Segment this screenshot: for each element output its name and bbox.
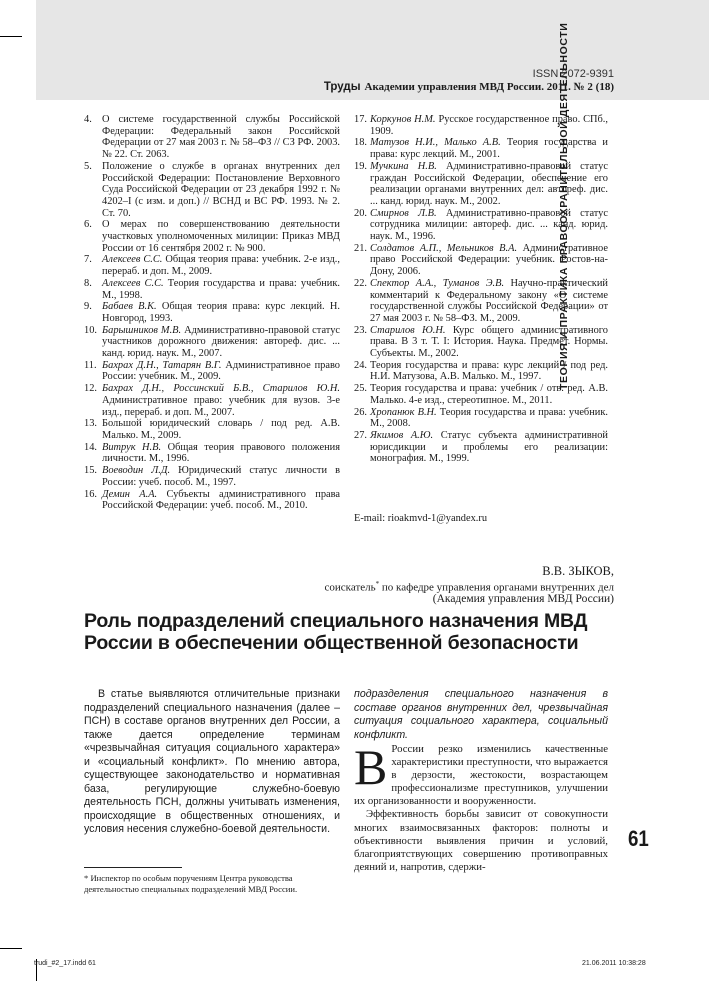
page-number: 61 [628, 826, 649, 851]
reference-text [102, 418, 340, 441]
reference-body: Теория государства и права: учебник. М., 1998. [102, 277, 340, 301]
reference-text [370, 278, 608, 325]
reference-author: Коркунов Н.М. [370, 114, 436, 125]
body-paragraph [354, 739, 608, 808]
reference-item [354, 430, 608, 465]
reference-item [84, 360, 340, 383]
reference-body: Теория государства и права: учебник / отв. ред. А.В. Малько. 4-е изд., стереотипное. М., 2011. [370, 383, 608, 406]
reference-number: 22. [354, 277, 367, 289]
reference-item [84, 278, 340, 301]
reference-author: Алексеев С.С. [102, 254, 163, 266]
references-right-column [354, 114, 608, 465]
reference-body: О системе государственной службы Российской Федерации: Федеральный закон Российской Федерации от 27 мая 2003 г. № 58–ФЗ // СЗ РФ. 2003. № 22. Ст. 2063. [102, 114, 340, 161]
reference-body: Теория государства и права: учебник. М., 2008. [370, 406, 608, 430]
reference-item [354, 208, 608, 243]
references-left-column [84, 114, 340, 512]
author-institution: (Академия управления МВД России) [432, 593, 614, 605]
reference-item [84, 442, 340, 465]
reference-number: 17. [354, 114, 367, 125]
reference-author: Матузов Н.И., Малько А.В. [370, 137, 501, 149]
reference-number: 24. [354, 359, 367, 371]
reference-item [84, 114, 340, 161]
journal-name-bold: Труды [323, 81, 361, 93]
reference-text [102, 161, 340, 220]
author-name: В.В. ЗЫКОВ, [542, 564, 614, 578]
reference-number: 11. [84, 359, 97, 371]
reference-text [102, 383, 340, 418]
reference-item [84, 418, 340, 441]
reference-author: Якимов А.Ю. [370, 429, 434, 441]
reference-number: 19. [354, 160, 367, 172]
reference-body: О мерах по совершенствованию деятельности участковых уполномоченных милиции: Приказ МВД России от 16 сентября 2002 г. № 900. [102, 219, 340, 254]
reference-item [354, 360, 608, 383]
reference-author: Барышников М.В. [102, 324, 182, 336]
reference-body: Субъекты административного права Российской Федерации: учеб. пособ. М., 2010. [102, 488, 341, 512]
reference-item [354, 383, 608, 406]
reference-item [84, 161, 340, 220]
reference-text [102, 489, 340, 512]
reference-body: Русское государственное право. СПб., 1909. [370, 114, 609, 137]
reference-item [354, 114, 608, 137]
reference-number: 26. [354, 406, 367, 418]
keywords-text: подразделения специального назначения в составе органов внутренних дел, чрезвычайная ситуация социального характера, социальный конфликт. [354, 688, 608, 741]
reference-body: Юридический статус личности в России: учеб. пособ. М., 1997. [102, 465, 340, 488]
reference-body: Административное право Российской Федерации: учебник. Ростов-на-Дону, 2006. [370, 242, 608, 278]
reference-number: 25. [354, 383, 367, 395]
reference-number: 9. [84, 301, 92, 313]
reference-number: 21. [354, 242, 367, 254]
reference-body: Административное право: учебник для вузов. 3-е изд., перераб. и доп. М., 2007. [102, 394, 340, 418]
author-affiliation [325, 580, 614, 594]
reference-item [354, 243, 608, 278]
section-title-vertical: ТЕОРИЯ И ПРАКТИКА ПРАВООХРАНИТЕЛЬНОЙ ДЕЯТЕЛЬНОСТИ [558, 22, 570, 390]
reference-number: 5. [84, 160, 92, 172]
article-title: Роль подразделений специального назначения МВД России в обеспечении общественной безопасности [84, 610, 588, 654]
reference-text [102, 301, 340, 324]
reference-number: 14. [84, 441, 97, 453]
reference-number: 20. [354, 207, 367, 219]
issn: ISSN 2072-9391 [532, 68, 614, 80]
reference-text [370, 161, 608, 208]
reference-item [84, 489, 340, 512]
reference-text [370, 325, 608, 360]
footnote: * Инспектор по особым поручениям Центра руководства деятельностью специальных подразделений МВД России. [84, 873, 298, 894]
affiliation-department: по кафедре управления органами внутренних дел [379, 581, 614, 594]
reference-number: 27. [354, 429, 367, 441]
reference-text [102, 465, 340, 488]
reference-author: Демин А.А. [102, 488, 158, 500]
reference-item [84, 383, 340, 418]
reference-body: Административное право России: учебник. М., 2009. [102, 359, 340, 383]
reference-author: Мучкина Н.В. [370, 160, 437, 172]
reference-item [84, 325, 340, 360]
crop-mark [0, 948, 22, 949]
contact-email: E-mail: rioakmvd-1@yandex.ru [354, 513, 488, 524]
reference-number: 10. [84, 324, 97, 336]
reference-body: Общая теория права: курс лекций. Н. Новгород, 1993. [102, 301, 340, 324]
reference-body: Курс общего административного права. В 3 т. Т. I: История. Наука. Предмет. Нормы. Субъекты. М., 2002. [370, 324, 608, 360]
reference-author: Бабаев В.К. [102, 301, 157, 313]
journal-line [324, 81, 614, 93]
reference-text [102, 254, 340, 277]
reference-body: Теория государства и права: курс лекций / под ред. Н.И. Матузова, А.В. Малько. М., 1997. [370, 359, 608, 383]
reference-author: Алексеев С.С. [102, 277, 164, 289]
reference-item [354, 278, 608, 325]
footnote-mark: * [375, 580, 380, 588]
drop-cap: В [354, 739, 388, 795]
reference-author: Старилов Ю.Н. [370, 324, 446, 336]
reference-number: 23. [354, 324, 367, 336]
affiliation-role: соискатель [324, 581, 376, 594]
reference-author: Бахрах Д.Н., Татарян В.Г. [102, 359, 222, 371]
reference-text [370, 407, 608, 430]
reference-item [354, 325, 608, 360]
reference-text [102, 325, 340, 360]
reference-number: 4. [84, 114, 92, 125]
reference-item [84, 254, 340, 277]
reference-number: 16. [84, 488, 97, 500]
reference-author: Бахрах Д.Н., Россинский Б.В., Старилов Ю.Н. [102, 383, 340, 395]
print-slug-date: 21.06.2011 10:38:28 [582, 960, 646, 967]
reference-text [370, 360, 608, 383]
reference-text [370, 114, 608, 137]
reference-item [354, 407, 608, 430]
reference-body: Положение о службе в органах внутренних дел Российской Федерации: Постановление Верховного Суда Российской Федерации от 23 декабря 1992 г. № 4202–I (с изм. и доп.) // ВСНД и ВС РФ. 1993. № 2. Ст. 70. [102, 160, 340, 219]
print-slug-file: trudi_#2_17.indd 61 [34, 960, 96, 967]
reference-body: Большой юридический словарь / под ред. А.В. Малько. М., 2009. [102, 418, 340, 441]
reference-number: 6. [84, 219, 92, 231]
footnote-rule [84, 867, 182, 868]
reference-text [102, 278, 340, 301]
reference-body: Административно-правовой статус граждан Российской Федерации, обеспечение его реализации органами внутренних дел: автореф. дис. ... канд. юрид. наук. М., 2002. [370, 160, 608, 207]
reference-number: 12. [84, 383, 97, 395]
reference-item [84, 465, 340, 488]
reference-author: Витрук Н.В. [102, 441, 162, 453]
reference-item [354, 137, 608, 160]
side-header-band [620, 0, 709, 100]
reference-text [102, 442, 340, 465]
reference-body: Теория государства и права: курс лекций. М., 2001. [370, 137, 608, 161]
reference-number: 8. [84, 277, 92, 289]
reference-body: Статус субъекта административной юрисдикции и проблемы его реализации: монография. М., 1999. [370, 429, 608, 465]
reference-author: Спектор А.А., Туманов Э.В. [370, 277, 505, 289]
crop-mark [0, 36, 22, 37]
reference-text [370, 137, 608, 160]
reference-item [354, 161, 608, 208]
reference-body: Общая теория права: учебник. 2-е изд., перераб. и доп. М., 2009. [102, 254, 340, 278]
reference-body: Научно-практический комментарий к Федеральному закону «О системе государственной службы Российской Федерации» от 27 мая 2003 г. № 58–ФЗ. М., 2009. [370, 277, 608, 324]
journal-issue: Академии управления МВД России. 2011. № 2 (18) [364, 81, 614, 93]
reference-author: Хропанюк В.Н. [370, 406, 437, 418]
reference-text [370, 243, 608, 278]
reference-text [102, 219, 340, 254]
reference-text [370, 383, 608, 406]
reference-number: 7. [84, 254, 92, 266]
reference-number: 13. [84, 418, 97, 430]
body-paragraph-text: России резко изменились качественные характеристики преступности, что выражается в дерзости, жестокости, возрастающем профессионализме преступников, улучшении их организованности и вооруженности. [354, 743, 608, 808]
reference-item [84, 219, 340, 254]
reference-body: Общая теория правового положения личности. М., 1996. [102, 441, 340, 465]
reference-text [370, 430, 608, 465]
reference-number: 15. [84, 465, 97, 477]
reference-body: Административно-правовой статус участников дорожного движения: автореф. дис. ... канд. юрид. наук. М., 2007. [102, 324, 340, 360]
body-paragraph: Эффективность борьбы зависит от совокупности многих взаимосвязанных факторов: полноты и объективности выявления причин и условий, благоприятствующих совершению противоправных деяний и, напротив, сдержи- [354, 808, 608, 873]
reference-number: 18. [354, 137, 367, 149]
reference-author: Солдатов А.П., Мельников В.А. [370, 242, 518, 254]
article-body [354, 739, 608, 874]
abstract-text: В статье выявляются отличительные признаки подразделений специального назначения (далее – ПСН) в составе органов внутренних дел России, а также дается определение терминам «чрезвычайная ситуация социального характера» и «социальный конфликт». По мнению автора, существующее законодательство и нормативная база, регулирующие служебно-боевую деятельность ПСН, должны учитывать изменения, происходящие в общественных отношениях, и условия несения служебно-боевой деятельности. [84, 688, 340, 835]
reference-text [370, 208, 608, 243]
reference-item [84, 301, 340, 324]
reference-author: Воеводин Л.Д. [102, 465, 171, 477]
reference-text [102, 114, 340, 161]
reference-author: Смирнов Л.В. [370, 207, 437, 219]
reference-text [102, 360, 340, 383]
reference-body: Административно-правовой статус сотрудника милиции: автореф. дис. ... канд. юрид. наук. М., 1996. [370, 207, 608, 243]
